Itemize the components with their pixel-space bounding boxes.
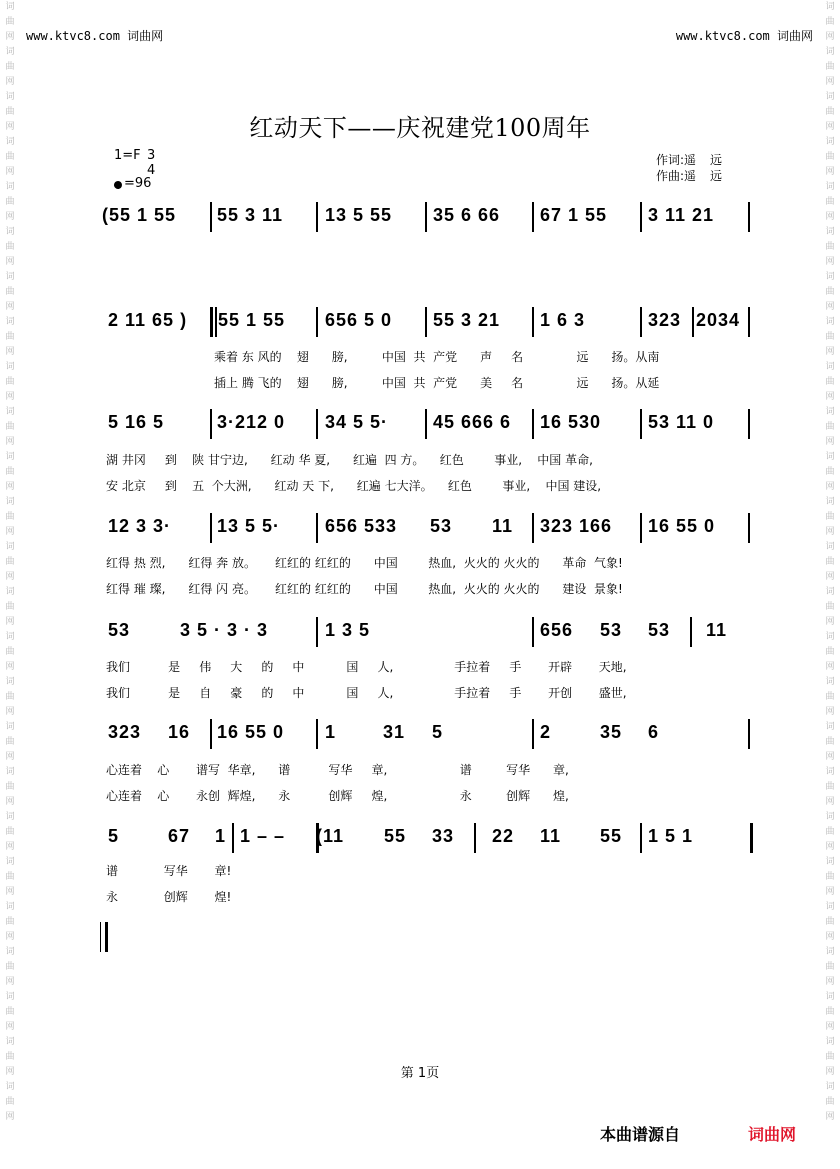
lyrics-line: 永 创辉 煌! (106, 890, 232, 904)
watermark-left: 词曲网词曲网词曲网词曲网词曲网词曲网词曲网词曲网词曲网词曲网词曲网词曲网词曲网词曲网词曲网词曲网词曲网词曲网词曲网词曲网词曲网词曲网词曲网词曲网词曲网 (5, 2, 15, 1122)
measure: 1 5 1 (648, 826, 694, 846)
measure: 67 1 55 (540, 205, 608, 225)
quarter-note-icon (113, 180, 123, 190)
key-label: 1=F (114, 148, 141, 163)
measure: 1 3 5 (325, 620, 371, 640)
barline (210, 409, 212, 439)
measure: 13 5 55 (325, 205, 393, 225)
barline (748, 307, 750, 337)
measure: 35 6 66 (433, 205, 501, 225)
barline (640, 307, 642, 337)
measure: 33 (432, 826, 455, 846)
measure: 1 6 3 (540, 310, 586, 330)
measure: 1 – – (240, 826, 286, 846)
score-row-3 (100, 412, 752, 438)
measure: 1 (325, 722, 337, 742)
page-number: 第 1页 (400, 1066, 440, 1081)
measure: 3 5 · 3 · 3 (180, 620, 269, 640)
barline (640, 823, 642, 853)
time-numerator: 3 (147, 148, 156, 163)
score-row-4 (100, 516, 752, 542)
lyricist-label: 作词:遥 (656, 153, 697, 167)
barline (210, 719, 212, 749)
barline (532, 617, 534, 647)
barline (692, 307, 694, 337)
barline (232, 823, 234, 853)
measure: 55 3 11 (217, 205, 284, 225)
measure: 53 (648, 620, 671, 640)
measure: 2 (540, 722, 552, 742)
measure: 11 (492, 516, 514, 536)
barline (425, 307, 427, 337)
barline (316, 202, 318, 232)
barline (316, 513, 318, 543)
source-label: 本曲谱源自 (600, 1125, 681, 1144)
lyrics-line: 心连着 心 谱写 华章, 谱 写华 章, 谱 写华 章, (106, 763, 569, 777)
measure: 53 (430, 516, 453, 536)
measure: 67 (168, 826, 191, 846)
site-url-right[interactable]: www.ktvc8.com 词曲网 (675, 29, 813, 43)
barline (316, 617, 318, 647)
time-signature (147, 148, 155, 178)
measure: 45 666 6 (433, 412, 512, 432)
barline (210, 202, 212, 232)
lyrics-line: 红得 热 烈, 红得 奔 放。 红红的 红红的 中国 热血, 火火的 火火的 革命 气象! (106, 556, 623, 570)
measure: 35 (600, 722, 623, 742)
measure: 6 (648, 722, 660, 742)
measure: 53 11 0 (648, 412, 715, 432)
lyrics-line: 谱 写华 章! (106, 864, 232, 878)
score-row-6 (100, 722, 752, 748)
repeat-barline (210, 307, 213, 337)
measure: 5 (108, 826, 120, 846)
measure: (11 (316, 826, 345, 846)
lyricist-name: 远 (710, 153, 723, 167)
measure: 2034 (696, 310, 741, 330)
measure: (55 1 55 (102, 205, 177, 225)
barline (532, 307, 534, 337)
barline (316, 307, 318, 337)
lyrics-line: 安 北京 到 五 个大洲, 红动 天 下, 红遍 七大洋。 红色 事业, 中国 建设, (106, 479, 602, 493)
measure: 13 5 5· (217, 516, 281, 536)
repeat-barline (750, 823, 753, 853)
watermark-right: 词曲网词曲网词曲网词曲网词曲网词曲网词曲网词曲网词曲网词曲网词曲网词曲网词曲网词曲网词曲网词曲网词曲网词曲网词曲网词曲网词曲网词曲网词曲网词曲网词曲网 (825, 2, 835, 1122)
tempo-mark (114, 176, 151, 191)
barline (640, 409, 642, 439)
score-row-1 (100, 205, 752, 231)
measure: 55 1 55 (218, 310, 286, 330)
composer-label: 作曲:遥 (656, 169, 697, 183)
score-row-5 (100, 620, 752, 646)
measure: 323 166 (540, 516, 613, 536)
measure: 16 530 (540, 412, 602, 432)
measure: 323 (648, 310, 682, 330)
barline (316, 409, 318, 439)
measure: 16 55 0 (648, 516, 716, 536)
barline (316, 719, 318, 749)
lyrics-line: 乘着 东 风的 翅 膀, 中国 共 产党 声 名 远 扬。从南 (214, 350, 660, 364)
measure: 656 533 (325, 516, 398, 536)
measure: 323 (108, 722, 142, 742)
barline (532, 202, 534, 232)
measure: 656 (540, 620, 574, 640)
final-barline (100, 922, 108, 952)
barline (748, 202, 750, 232)
measure: 55 3 21 (433, 310, 501, 330)
measure: 16 (168, 722, 191, 742)
barline (532, 513, 534, 543)
lyrics-line: 湖 井冈 到 陕 甘宁边, 红动 华 夏, 红遍 四 方。 红色 事业, 中国 革命, (106, 453, 593, 467)
score-row-7 (100, 826, 752, 852)
lyrics-line: 我们 是 伟 大 的 中 国 人, 手拉着 手 开辟 天地, (106, 660, 627, 674)
barline (640, 513, 642, 543)
lyrics-line: 插上 腾 飞的 翅 膀, 中国 共 产党 美 名 远 扬。从延 (214, 376, 660, 390)
measure: 12 3 3· (108, 516, 172, 536)
barline (210, 513, 212, 543)
measure: 1 (215, 826, 227, 846)
measure: 11 (540, 826, 562, 846)
measure: 53 (600, 620, 623, 640)
barline (425, 202, 427, 232)
barline (474, 823, 476, 853)
lyrics-line: 红得 璀 璨, 红得 闪 亮。 红红的 红红的 中国 热血, 火火的 火火的 建设 景象! (106, 582, 623, 596)
site-url-left[interactable]: www.ktvc8.com 词曲网 (26, 29, 164, 43)
measure: 5 16 5 (108, 412, 165, 432)
measure: 3 11 21 (648, 205, 715, 225)
barline (748, 719, 750, 749)
lyrics-line: 心连着 心 永创 辉煌, 永 创辉 煌, 永 创辉 煌, (106, 789, 569, 803)
time-denominator: 4 (147, 163, 156, 178)
measure: 34 5 5· (325, 412, 389, 432)
brand-link[interactable]: 词曲网 (748, 1125, 797, 1144)
tempo-value: =96 (124, 176, 152, 191)
measure: 656 5 0 (325, 310, 393, 330)
measure: 5 (432, 722, 444, 742)
lyrics-line: 我们 是 自 豪 的 中 国 人, 手拉着 手 开创 盛世, (106, 686, 627, 700)
measure: 22 (492, 826, 515, 846)
barline (425, 409, 427, 439)
measure: 55 (600, 826, 623, 846)
barline (748, 513, 750, 543)
measure: 3·212 0 (217, 412, 286, 432)
measure: 2 11 65 ) (108, 310, 188, 330)
measure: 16 55 0 (217, 722, 285, 742)
score-row-2 (100, 310, 752, 336)
credits (656, 152, 736, 184)
measure: 53 (108, 620, 131, 640)
song-title: 红动天下——庆祝建党100周年 (249, 114, 591, 142)
measure: 11 (706, 620, 728, 640)
key-signature (114, 148, 156, 178)
composer-name: 远 (710, 169, 723, 183)
barline (215, 307, 217, 337)
measure: 55 (384, 826, 407, 846)
measure: 31 (383, 722, 406, 742)
barline (640, 202, 642, 232)
barline (532, 409, 534, 439)
barline (690, 617, 692, 647)
barline (748, 409, 750, 439)
barline (532, 719, 534, 749)
